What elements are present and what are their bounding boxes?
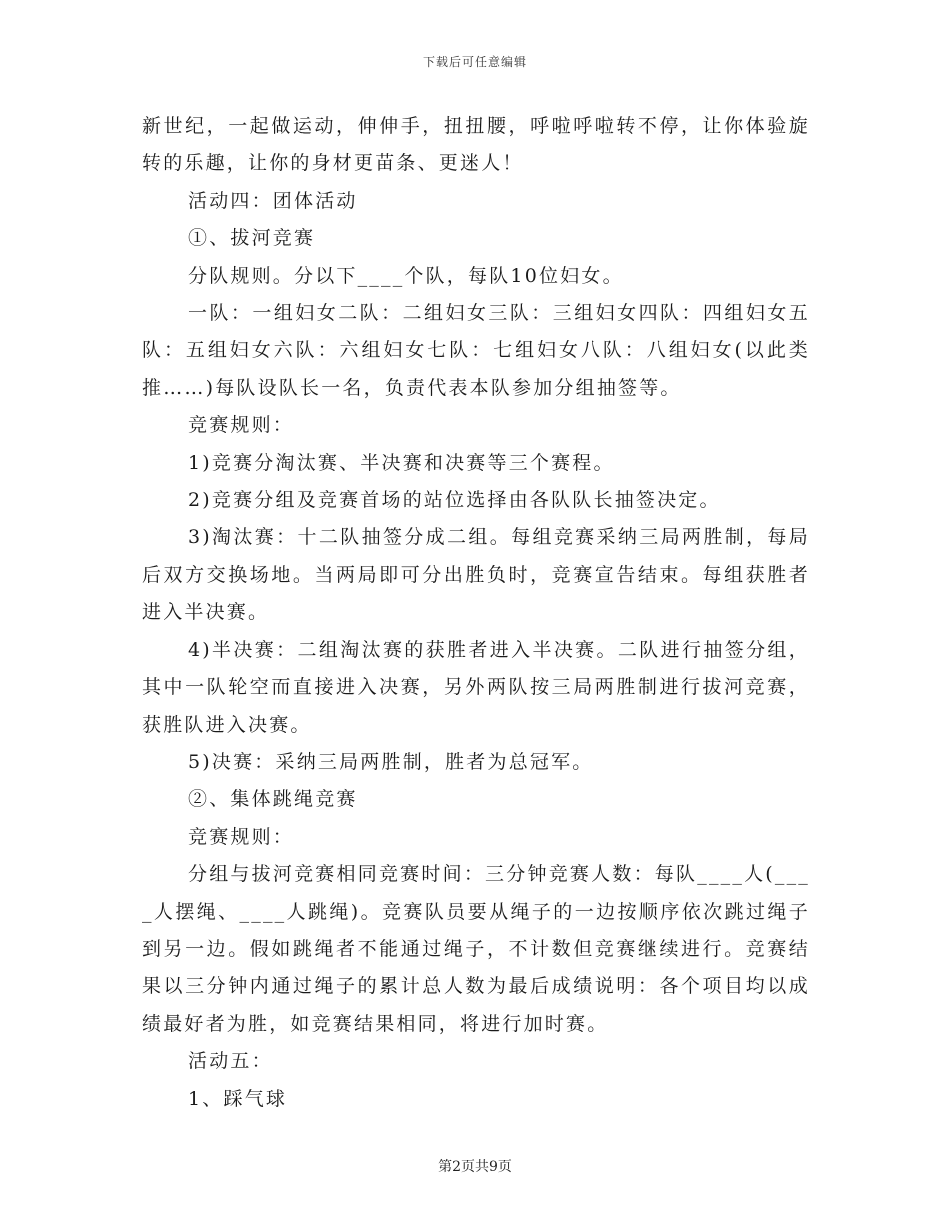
paragraph-15: 活动五： [188,1050,273,1073]
page-header: 下载后可任意编辑 [422,55,527,69]
paragraph-3: ①、拔河竞赛 [188,227,316,250]
paragraph-9: 3)淘汰赛：十二队抽签分成二组。每组竞赛采纳三局两胜制，每局后双方交换场地。当两局即可分出胜负时，竞赛宣告结束。每组获胜者进入半决赛。 [142,526,810,624]
paragraph-1: 新世纪，一起做运动，伸伸手，扭扭腰，呼啦呼啦转不停，让你体验旋转的乐趣，让你的身材更苗条、更迷人！ [142,115,810,175]
paragraph-12: ②、集体跳绳竞赛 [188,788,358,811]
paragraph-6: 竞赛规则： [188,414,295,437]
paragraph-5: 一队：一组妇女二队：二组妇女三队：三组妇女四队：四组妇女五队：五组妇女六队：六组妇女七队：七组妇女八队：八组妇女(以此类推……)每队设队长一名，负责代表本队参加分组抽签等。 [142,302,810,399]
paragraph-4: 分队规则。分以下____个队，每队10位妇女。 [188,264,624,287]
paragraph-2: 活动四：团体活动 [188,189,358,212]
paragraph-13: 竞赛规则： [188,825,295,848]
paragraph-11: 5)决赛：采纳三局两胜制，胜者为总冠军。 [188,750,594,773]
paragraph-10: 4)半决赛：二组淘汰赛的获胜者进入半决赛。二队进行抽签分组，其中一队轮空而直接进入决赛，另外两队按三局两胜制进行拔河竞赛，获胜队进入决赛。 [142,638,810,736]
paragraph-14: 分组与拔河竞赛相同竞赛时间：三分钟竞赛人数：每队____人(____人摆绳、____人跳绳)。竞赛队员要从绳子的一边按顺序依次跳过绳子到另一边。假如跳绳者不能通过绳子，不计数但竞赛继续进行。竞赛结果以三分钟内通过绳子的累计总人数为最后成绩说明：各个项目均以成绩最好者为胜，如竞赛结果相同，将进行加时赛。 [142,863,810,1035]
document-body [142,108,810,1118]
paragraph-16: 1、踩气球 [188,1087,288,1110]
page-footer: 第2页共9页 [438,1159,512,1175]
paragraph-7: 1)竞赛分淘汰赛、半决赛和决赛等三个赛程。 [188,451,615,474]
paragraph-8: 2)竞赛分组及竞赛首场的站位选择由各队队长抽签决定。 [188,489,721,512]
